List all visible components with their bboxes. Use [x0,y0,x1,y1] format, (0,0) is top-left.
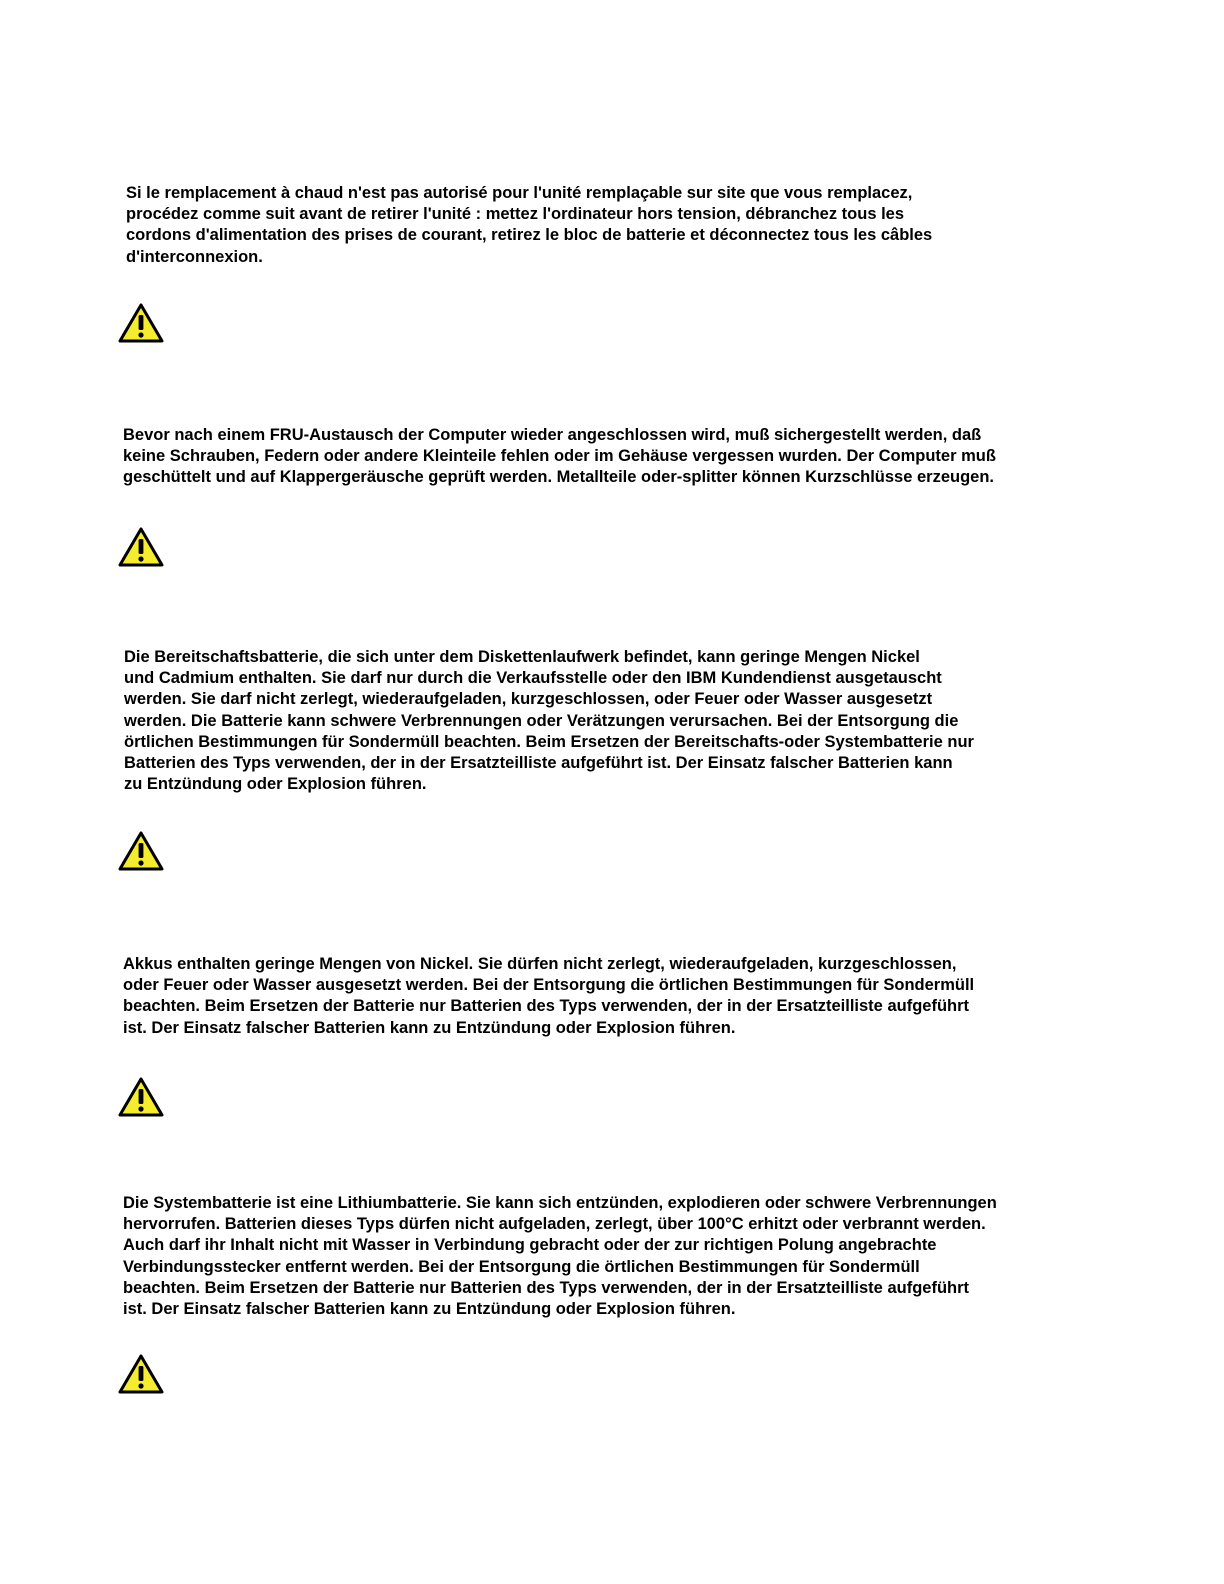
warning-triangle-icon [118,526,164,568]
safety-paragraph-de-lithium-battery [123,1193,997,1320]
safety-paragraph-de-fru [123,425,996,489]
paragraph-line: und Cadmium enthalten. Sie darf nur durch die Verkaufsstelle oder den IBM Kundendienst ausgetauscht [124,669,942,688]
paragraph-line: geschüttelt und auf Klappergeräusche geprüft werden. Metallteile oder-splitter können Kurzschlüsse erzeugen. [123,468,995,487]
paragraph-line: Die Bereitschaftsbatterie, die sich unter dem Diskettenlaufwerk befindet, kann geringe Mengen Nickel [124,648,920,666]
warning-triangle-icon [118,302,164,344]
paragraph-line: zu Entzündung oder Explosion führen. [124,775,427,794]
paragraph-line: oder Feuer oder Wasser ausgesetzt werden. Bei der Entsorgung die örtlichen Bestimmungen für Sondermüll [123,976,975,995]
paragraph-line: ist. Der Einsatz falscher Batterien kann zu Entzündung oder Explosion führen. [123,1018,736,1037]
warning-triangle-icon [118,830,164,872]
paragraph-line: Die Systembatterie ist eine Lithiumbatterie. Sie kann sich entzünden, explodieren oder schwere Verbrennungen [123,1194,997,1212]
paragraph-line: hervorrufen. Batterien dieses Typs dürfen nicht aufgeladen, zerlegt, über 100°C erhitzt oder verbrannt werden. [123,1215,986,1234]
paragraph-line: Verbindungsstecker entfernt werden. Bei der Entsorgung die örtlichen Bestimmungen für Sondermüll [123,1257,920,1276]
paragraph-line: Batterien des Typs verwenden, der in der Ersatzteilliste aufgeführt ist. Der Einsatz falscher Batterien kann [124,754,953,773]
paragraph-line: werden. Sie darf nicht zerlegt, wiederaufgeladen, kurzgeschlossen, oder Feuer oder Wasser ausgesetzt [124,690,933,709]
safety-paragraph-de-standby-battery [124,647,974,795]
paragraph-line: örtlichen Bestimmungen für Sondermüll beachten. Beim Ersetzen der Bereitschafts-oder Systembatterie nur [124,732,974,751]
warning-triangle-icon [118,1076,164,1118]
paragraph-line: d'interconnexion. [126,247,263,266]
warning-triangle-icon [118,830,164,872]
paragraph-line: Auch darf ihr Inhalt nicht mit Wasser in Verbindung gebracht oder der zur richtigen Polung angebrachte [123,1236,937,1255]
paragraph-line: procédez comme suit avant de retirer l'unité : mettez l'ordinateur hors tension, débranchez tous les [126,205,905,224]
paragraph-line: werden. Die Batterie kann schwere Verbrennungen oder Verätzungen verursachen. Bei der Entsorgung die [124,711,959,730]
paragraph-line: ist. Der Einsatz falscher Batterien kann zu Entzündung oder Explosion führen. [123,1300,736,1319]
paragraph-line: beachten. Beim Ersetzen der Batterie nur Batterien des Typs verwenden, der in der Ersatzteilliste aufgeführt [123,1278,970,1297]
warning-triangle-icon [118,526,164,568]
warning-triangle-icon [118,1353,164,1395]
paragraph-line: Bevor nach einem FRU-Austausch der Computer wieder angeschlossen wird, muß sichergestellt werden, daß [123,426,982,444]
paragraph-line: Si le remplacement à chaud n'est pas autorisé pour l'unité remplaçable sur site que vous remplacez, [126,184,913,202]
warning-triangle-icon [118,1076,164,1118]
safety-paragraph-de-battery-packs [123,954,974,1039]
paragraph-line: keine Schrauben, Federn oder andere Kleinteile fehlen oder im Gehäuse vergessen wurden. Der Computer muß [123,447,996,466]
paragraph-line: cordons d'alimentation des prises de courant, retirez le bloc de batterie et déconnectez tous les câbles [126,226,933,245]
warning-triangle-icon [118,1353,164,1395]
paragraph-line: Akkus enthalten geringe Mengen von Nickel. Sie dürfen nicht zerlegt, wiederaufgeladen, kurzgeschlossen, [123,955,957,973]
paragraph-line: beachten. Beim Ersetzen der Batterie nur Batterien des Typs verwenden, der in der Ersatzteilliste aufgeführt [123,997,970,1016]
safety-paragraph-fr-hot-swap [126,183,932,268]
warning-triangle-icon [118,302,164,344]
